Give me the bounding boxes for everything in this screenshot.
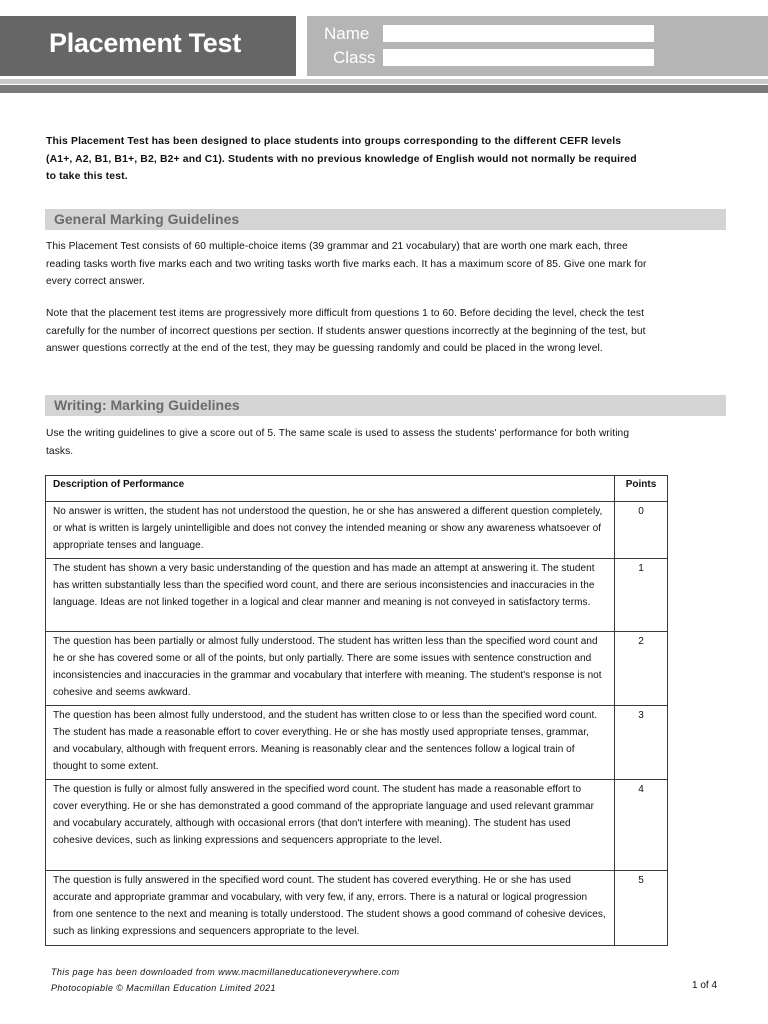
- table-row: [46, 559, 668, 632]
- row-description: The question is fully or almost fully answered in the specified word count. The student has made a reasonable effort to cover everything. He or she has demonstrated a good command of the appropriate language and used relevant grammar and vocabulary accurately, although with occasional errors (that don't interfere with meaning). The student has used cohesive devices, such as linking expressions and sequencers appropriate to the level.: [46, 780, 615, 871]
- page-title: Placement Test: [49, 28, 241, 58]
- table-row: [46, 502, 668, 559]
- class-label: Class: [333, 48, 376, 67]
- table-row: [46, 871, 668, 946]
- writing-guidelines-bar: [45, 395, 726, 416]
- general-guidelines-bar: [45, 209, 726, 230]
- intro-paragraph: This Placement Test has been designed to place students into groups corresponding to the different CEFR levels (A1+, A2, B1, B1+, B2, B2+ and C1). Students with no previous knowledge of English would not normally be required to take this test.: [46, 136, 637, 183]
- table-row: [46, 706, 668, 780]
- performance-table: [45, 475, 668, 946]
- row-description: No answer is written, the student has not understood the question, he or she has answered a different question completely, or what is written is largely unintelligible and does not convey the intended meaning or show any awareness whatsoever of appropriate tenses and language.: [46, 502, 615, 559]
- row-points: 1: [615, 559, 668, 632]
- name-field[interactable]: [383, 25, 654, 42]
- header-rule-dark: [0, 85, 768, 93]
- table-header-row: [46, 476, 668, 502]
- general-guidelines-heading: General Marking Guidelines: [54, 211, 240, 227]
- description-column-header: Description of Performance: [46, 476, 615, 502]
- student-info-box: [307, 16, 768, 76]
- class-field[interactable]: [383, 49, 654, 66]
- row-points: 2: [615, 632, 668, 706]
- row-points: 0: [615, 502, 668, 559]
- row-description: The question has been partially or almost fully understood. The student has written less than the specified word count and he or she has covered some or all of the points, but only partially. There are some issues with sentence construction and inconsistencies and inaccuracies in the grammar and vocabulary that interfere with meaning. The student's response is not cohesive and seems awkward.: [46, 632, 615, 706]
- points-column-header: Points: [615, 476, 668, 502]
- table-row: [46, 780, 668, 871]
- row-points: 3: [615, 706, 668, 780]
- page-number: 1 of 4: [692, 980, 718, 991]
- writing-paragraph: Use the writing guidelines to give a score out of 5. The same scale is used to assess the students' performance for both writing tasks.: [46, 428, 630, 457]
- download-notice: This page has been downloaded from www.macmillaneducationeverywhere.com: [51, 967, 400, 977]
- general-paragraph-1: This Placement Test consists of 60 multiple-choice items (39 grammar and 21 vocabulary) that are worth one mark each, three reading tasks worth five marks each and two writing tasks worth five marks each. It has a maximum score of 85. Give one mark for every correct answer.: [46, 241, 647, 288]
- name-label: Name: [324, 24, 370, 43]
- header-rule-light: [0, 79, 768, 84]
- row-description: The question has been almost fully understood, and the student has written close to or less than the specified word count. The student has made a reasonable effort to cover everything. He or she has mostly used appropriate tenses, grammar, and vocabulary, although with frequent errors. Meaning is reasonably clear and the sentences follow a logical train of thought to some extent.: [46, 706, 615, 780]
- copyright-notice: Photocopiable © Macmillan Education Limited 2021: [51, 983, 276, 993]
- table-row: [46, 632, 668, 706]
- row-description: The question is fully answered in the specified word count. The student has covered everything. He or she has used accurate and appropriate grammar and vocabulary, with very few, if any, errors. There is a natural or logical progression from one sentence to the next and meaning is totally understood. The student shows a good command of cohesive devices, such as linking expressions and sequencers appropriate to the level.: [46, 871, 615, 946]
- row-points: 5: [615, 871, 668, 946]
- row-description: The student has shown a very basic understanding of the question and has made an attempt at answering it. The student has written substantially less than the specified word count, and there are serious inconsistencies and inaccuracies in the language. Ideas are not linked together in a logical and clear manner and meaning is not conveyed in satisfactory terms.: [46, 559, 615, 632]
- writing-guidelines-heading: Writing: Marking Guidelines: [54, 397, 240, 413]
- row-points: 4: [615, 780, 668, 871]
- general-paragraph-2: Note that the placement test items are progressively more difficult from questions 1 to 60. Before deciding the level, check the test carefully for the number of incorrect questions per section. If students answer questions incorrectly at the beginning of the test, but answer questions correctly at the end of the test, they may be guessing randomly and could be placed in the wrong level.: [46, 308, 646, 355]
- title-banner: [0, 16, 296, 76]
